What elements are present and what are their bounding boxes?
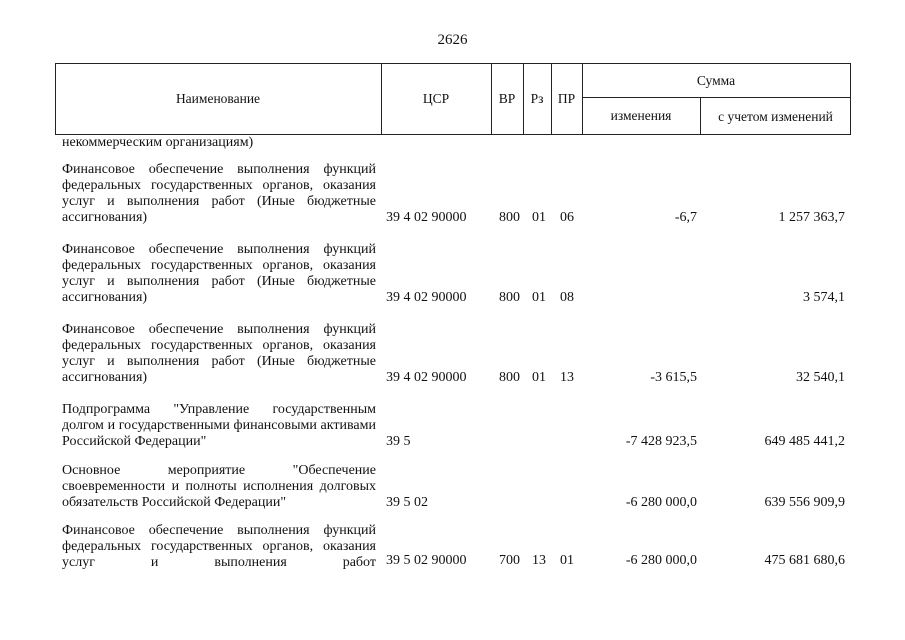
row-vr: 700 xyxy=(499,553,520,568)
row-rz: 01 xyxy=(532,290,546,305)
row-rz: 01 xyxy=(532,210,546,225)
row-total: 3 574,1 xyxy=(803,290,845,305)
header-csr: ЦСР xyxy=(422,91,450,106)
row-csr: 39 4 02 90000 xyxy=(386,290,467,305)
row-change: -3 615,5 xyxy=(650,370,697,385)
row-name: Финансовое обеспечение выполнения функций федеральных государственных органов, оказания услуг и выполнения работ xyxy=(62,523,376,570)
row-vr: 800 xyxy=(499,290,520,305)
header-total: с учетом изменений xyxy=(718,108,833,124)
row-vr: 800 xyxy=(499,210,520,225)
page-number: 2626 xyxy=(437,32,468,48)
header-change: изменения xyxy=(610,108,672,123)
row-csr: 39 5 xyxy=(386,434,411,449)
row-csr: 39 5 02 xyxy=(386,495,428,510)
row-name: Финансовое обеспечение выполнения функций федеральных государственных органов, оказания услуг и выполнения работ (Иные бюджетные ассигнования) xyxy=(62,322,376,385)
header-border-right xyxy=(850,64,851,134)
row-csr: 39 4 02 90000 xyxy=(386,370,467,385)
row-change: -6 280 000,0 xyxy=(625,495,697,510)
header-vr: ВР xyxy=(498,91,516,106)
row-rz: 01 xyxy=(532,370,546,385)
row-total: 1 257 363,7 xyxy=(778,210,845,225)
row-change: -6,7 xyxy=(674,210,697,225)
table-header xyxy=(55,63,851,135)
row-csr: 39 5 02 90000 xyxy=(386,553,467,568)
row-change: -6 280 000,0 xyxy=(625,553,697,568)
header-rz: Рз xyxy=(530,91,544,106)
header-sum: Сумма xyxy=(696,72,736,88)
row-rz: 13 xyxy=(532,553,546,568)
row-name: Основное мероприятие "Обеспечение своевременности и полноты исполнения долговых обязательств Российской Федерации" xyxy=(62,463,376,510)
header-pr: ПР xyxy=(557,91,576,106)
row-change: -7 428 923,5 xyxy=(625,434,697,449)
row-pr: 01 xyxy=(560,553,574,568)
row-pr: 06 xyxy=(560,210,574,225)
row-name: Финансовое обеспечение выполнения функций федеральных государственных органов, оказания услуг и выполнения работ (Иные бюджетные ассигнования) xyxy=(62,242,376,305)
row-pr: 08 xyxy=(560,290,574,305)
row-vr: 800 xyxy=(499,370,520,385)
row-total: 639 556 909,9 xyxy=(764,495,845,510)
row-total: 649 485 441,2 xyxy=(764,434,845,449)
carryover-text: некоммерческим организациям) xyxy=(62,135,254,150)
row-name: Подпрограмма "Управление государственным долгом и государственными финансовыми активами Российской Федерации" xyxy=(62,402,376,449)
row-name: Финансовое обеспечение выполнения функций федеральных государственных органов, оказания услуг и выполнения работ (Иные бюджетные ассигнования) xyxy=(62,162,376,225)
row-total: 475 681 680,6 xyxy=(764,553,845,568)
header-name: Наименование xyxy=(175,91,261,106)
row-pr: 13 xyxy=(560,370,574,385)
row-csr: 39 4 02 90000 xyxy=(386,210,467,225)
row-total: 32 540,1 xyxy=(796,370,845,385)
